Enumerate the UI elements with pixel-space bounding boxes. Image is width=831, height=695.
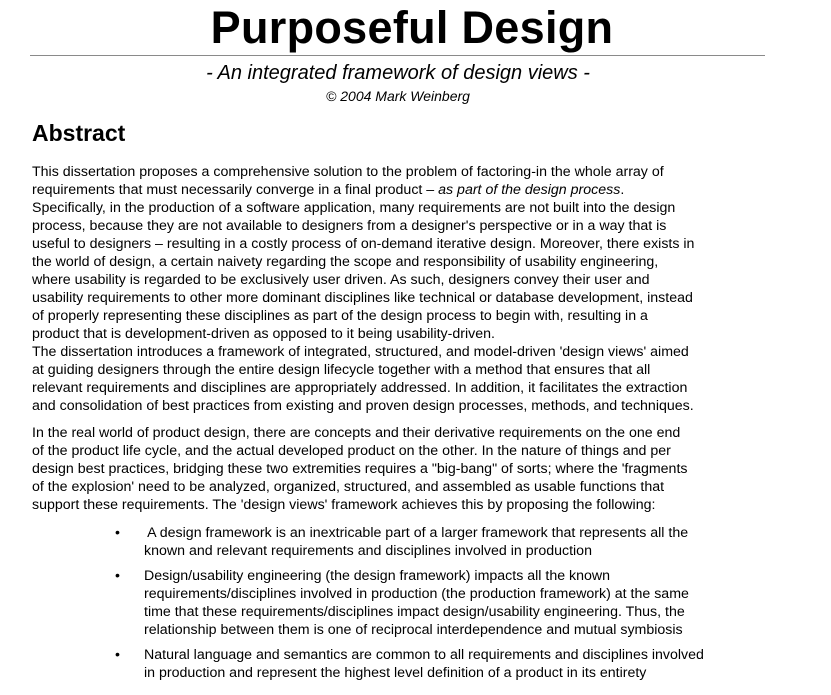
abstract-body <box>32 163 802 689</box>
bullet-item <box>32 646 802 682</box>
paragraph-line <box>32 181 802 199</box>
paragraph-line: product that is development-driven as opposed to it being usability-driven. <box>32 326 495 342</box>
document-subtitle: - An integrated framework of design views - <box>206 62 590 84</box>
paragraph-line: at guiding designers through the entire design lifecycle together with a method that ensures that all <box>32 362 651 378</box>
paragraph-1 <box>32 163 802 343</box>
paragraph-line: the world of design, a certain naivety regarding the scope and responsibility of usability engineering, <box>32 254 659 270</box>
bullet-line: relationship between them is one of reciprocal interdependence and mutual symbiosis <box>144 622 683 638</box>
bullet-icon: • <box>115 568 120 584</box>
document-title: Purposeful Design <box>210 2 614 53</box>
bullet-line: A design framework is an inextricable part of a larger framework that represents all the <box>144 525 689 541</box>
paragraph-line: relevant requirements and disciplines are appropriately addressed. In addition, it facilitates the extraction <box>32 380 688 396</box>
bullet-icon: • <box>115 525 120 541</box>
bullet-item <box>32 567 802 639</box>
bullet-icon: • <box>115 647 120 663</box>
section-heading-abstract: Abstract <box>32 120 126 146</box>
paragraph-text: requirements that must necessarily converge in a final product – <box>32 182 439 198</box>
paragraph-line: usability requirements to other more dominant disciplines like technical or database development, instead <box>32 290 693 306</box>
bullet-line: known and relevant requirements and disciplines involved in production <box>144 543 592 559</box>
paragraph-line: In the real world of product design, there are concepts and their derivative requirements on the one end <box>32 425 681 441</box>
paragraph-punctuation: . <box>620 182 625 198</box>
paragraph-line: Specifically, in the production of a software application, many requirements are not built into the design <box>32 200 676 216</box>
paragraph-3 <box>32 424 802 514</box>
paragraph-line: where usability is regarded to be exclusively user driven. As such, designers convey their user and <box>32 272 650 288</box>
paragraph-line: This dissertation proposes a comprehensive solution to the problem of factoring-in the whole array of <box>32 164 664 180</box>
paragraph-line: useful to designers – resulting in a costly process of on-demand iterative design. Moreover, there exists in <box>32 236 695 252</box>
paragraph-line: of the product life cycle, and the actual developed product on the other. In the nature of things and per <box>32 443 671 459</box>
bullet-line: Design/usability engineering (the design framework) impacts all the known <box>144 568 611 584</box>
bullet-line: requirements/disciplines involved in production (the production framework) at the same <box>144 586 689 602</box>
bullet-item <box>32 524 802 560</box>
paragraph-line: The dissertation introduces a framework of integrated, structured, and model-driven 'design views' aimed <box>32 344 689 360</box>
bullet-line: in production and represent the highest level definition of a product in its entirety <box>144 665 647 681</box>
proposal-bullet-list <box>32 524 802 682</box>
paragraph-line: of properly representing these disciplines as part of the design process to begin with, resulting in a <box>32 308 648 324</box>
paragraph-line: design best practices, bridging these two extremities requires a "big-bang" of sorts; where the 'fragments <box>32 461 688 477</box>
paragraph-2 <box>32 343 802 415</box>
bullet-line: time that these requirements/disciplines impact design/usability engineering. Thus, the <box>144 604 685 620</box>
paragraph-line: and consolidation of best practices from existing and proven design processes, methods, and techniques. <box>32 398 694 414</box>
paragraph-line: of the explosion' need to be analyzed, organized, structured, and assembled as usable functions that <box>32 479 665 495</box>
paragraph-line: support these requirements. The 'design views' framework achieves this by proposing the following: <box>32 497 656 513</box>
bullet-line: Natural language and semantics are common to all requirements and disciplines involved <box>144 647 704 663</box>
paragraph-line: process, because they are not available to designers from a designer's perspective or in a way that is <box>32 218 667 234</box>
emphasis-text: as part of the design process <box>438 182 621 198</box>
copyright-notice: © 2004 Mark Weinberg <box>326 88 470 104</box>
title-divider <box>30 55 765 56</box>
